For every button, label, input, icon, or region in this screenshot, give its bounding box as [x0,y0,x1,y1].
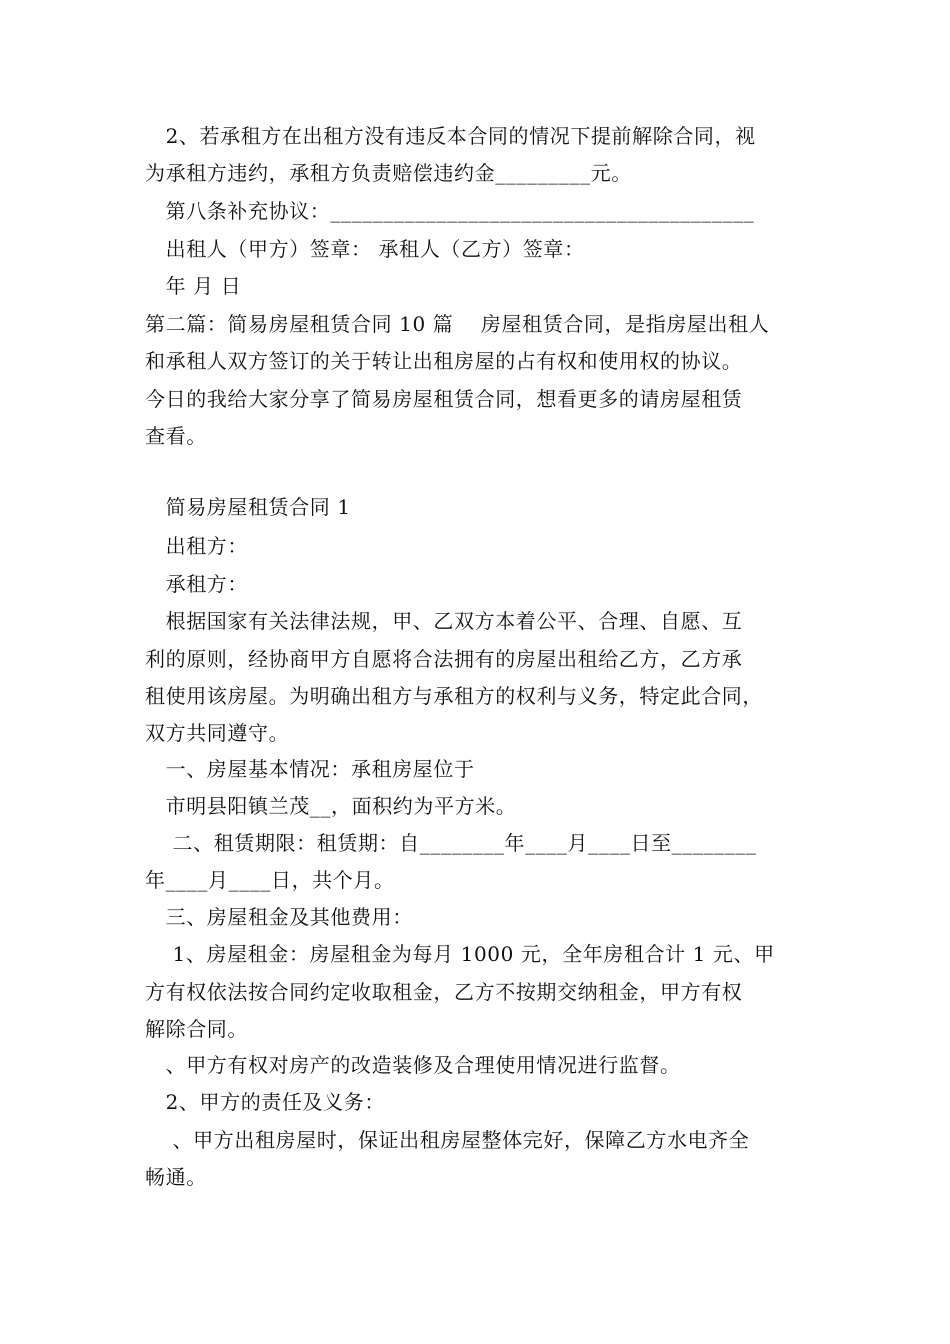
text-line: 三、房屋租金及其他费用： [145,905,413,929]
text-line: 1、房屋租金：房屋租金为每月 1000 元，全年房租合计 1 元、甲 [145,942,775,966]
text-line: 和承租人双方签订的关于转让出租房屋的占有权和使用权的协议。 [145,349,743,373]
text-line: 为承租方违约，承租方负责赔偿违约金_________元。 [145,161,632,185]
text-line: 、甲方出租房屋时，保证出租房屋整体完好，保障乙方水电齐全 [145,1128,750,1152]
text-line: 租使用该房屋。为明确出租方与承租方的权利与义务，特定此合同， [145,684,763,708]
text-line: 一、房屋基本情况：承租房屋位于 [145,757,475,781]
text-line: 第二篇：简易房屋租赁合同 10 篇 房屋租赁合同，是指房屋出租人 [145,312,770,336]
text-line: 出租人（甲方）签章： 承租人（乙方）签章： [145,237,585,261]
text-line: 简易房屋租赁合同 1 [145,495,351,519]
text-line: 查看。 [145,424,207,448]
text-line: 二、租赁期限：租赁期：自________年____月____日至________ [145,831,757,855]
text-line: 双方共同遵守。 [145,721,290,745]
text-line: 今日的我给大家分享了简易房屋租赁合同，想看更多的请房屋租赁 [145,387,743,411]
text-line: 根据国家有关法律法规，甲、乙双方本着公平、合理、自愿、互 [145,609,743,633]
text-line: 方有权依法按合同约定收取租金，乙方不按期交纳租金，甲方有权 [145,980,743,1004]
text-line: 年 月 日 [145,274,242,298]
text-line: 出租方： [145,534,248,558]
text-line: 2、若承租方在出租方没有违反本合同的情况下提前解除合同，视 [145,124,756,148]
text-line: 年____月____日，共个月。 [145,868,395,892]
text-line: 承租方： [145,572,248,596]
text-line: 畅通。 [145,1165,207,1189]
text-line: 2、甲方的责任及义务： [145,1090,385,1114]
text-line: 、甲方有权对房产的改造装修及合理使用情况进行监督。 [145,1053,681,1077]
text-line: 利的原则，经协商甲方自愿将合法拥有的房屋出租给乙方，乙方承 [145,647,743,671]
text-line: 市明县阳镇兰茂__，面积约为平方米。 [145,794,517,818]
text-line: 第八条补充协议：________________________________________ [145,199,755,223]
text-line: 解除合同。 [145,1017,248,1041]
